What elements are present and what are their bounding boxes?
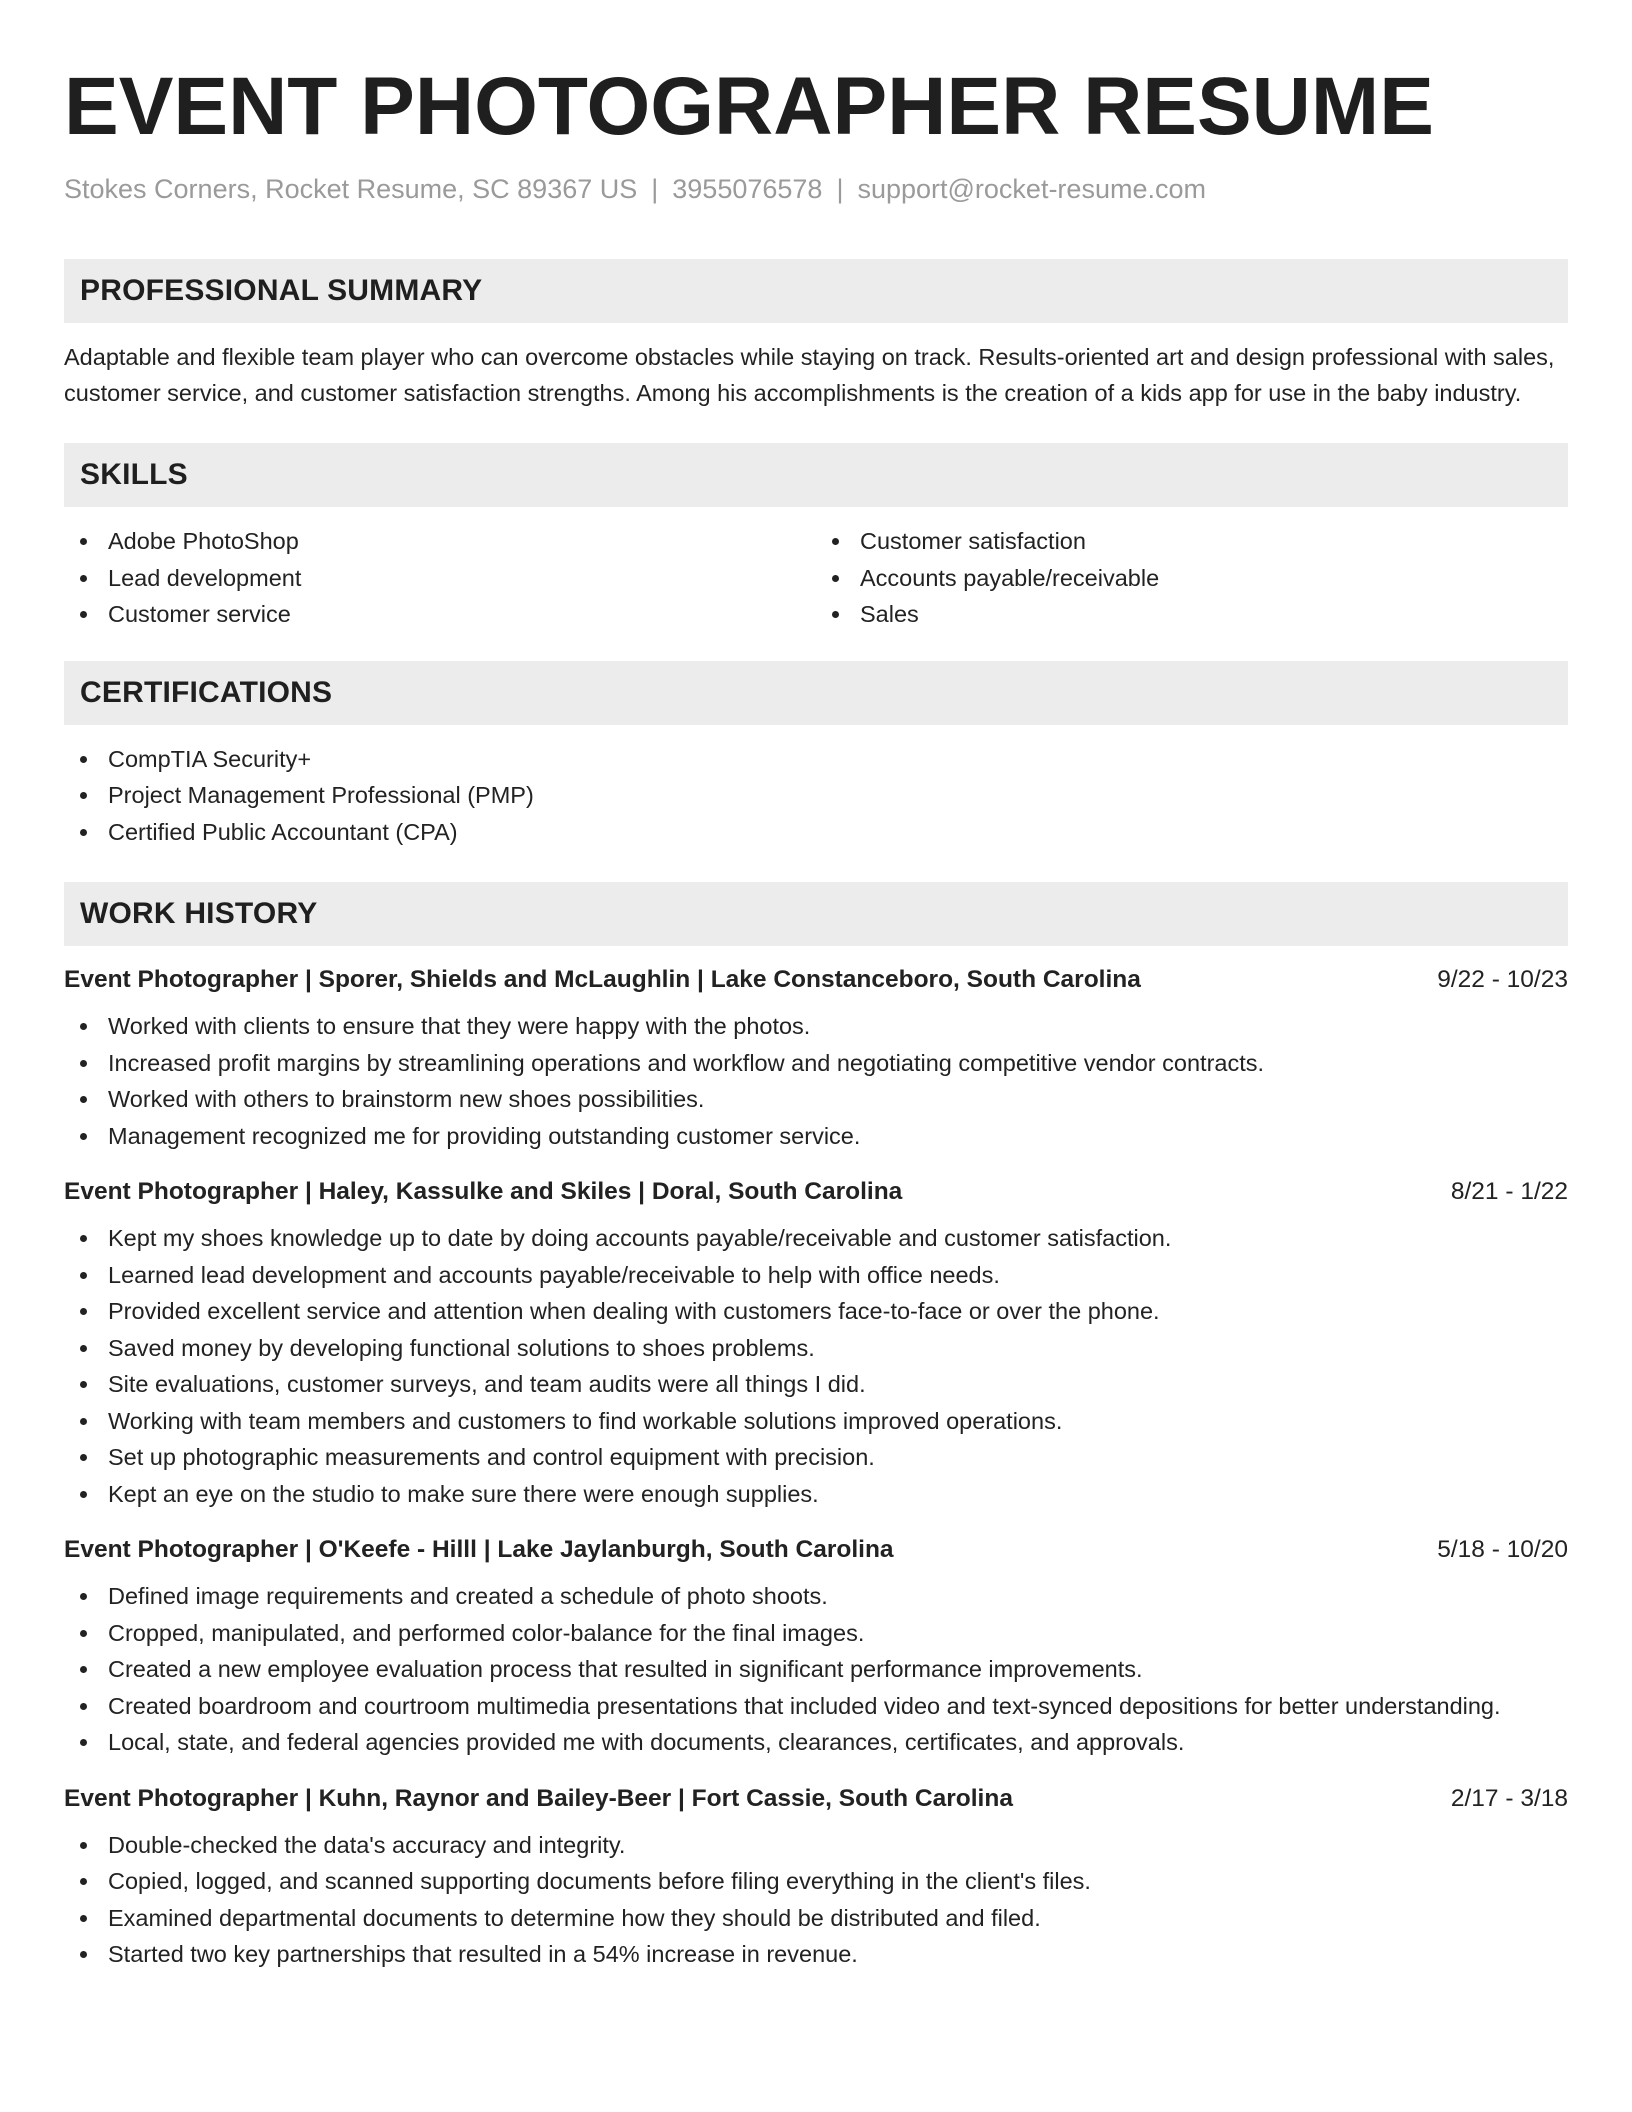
job-bullets bbox=[64, 1220, 1568, 1512]
job-header bbox=[64, 1178, 1568, 1206]
job-bullets bbox=[64, 1578, 1568, 1761]
contact-separator: | bbox=[651, 174, 659, 204]
contact-separator: | bbox=[836, 174, 844, 204]
certification-item: CompTIA Security+ bbox=[64, 741, 1568, 778]
skill-item: Customer service bbox=[64, 596, 816, 633]
skill-item: Sales bbox=[816, 596, 1568, 633]
job-dates: 8/21 - 1/22 bbox=[1450, 1178, 1568, 1205]
contact-line bbox=[64, 174, 1568, 205]
section-header-certifications: CERTIFICATIONS bbox=[64, 661, 1568, 725]
job-header bbox=[64, 966, 1568, 994]
skills-column-left bbox=[64, 523, 816, 633]
contact-address: Stokes Corners, Rocket Resume, SC 89367 US bbox=[64, 174, 638, 204]
job-bullet: Double-checked the data's accuracy and integrity. bbox=[64, 1827, 1568, 1864]
contact-email: support@rocket-resume.com bbox=[857, 174, 1206, 204]
job-dates: 5/18 - 10/20 bbox=[1437, 1536, 1568, 1563]
job-entry bbox=[64, 1178, 1568, 1512]
job-entry bbox=[64, 1785, 1568, 1973]
job-bullet: Local, state, and federal agencies provided me with documents, clearances, certificates, and approvals. bbox=[64, 1724, 1568, 1761]
job-bullet: Kept my shoes knowledge up to date by doing accounts payable/receivable and customer satisfaction. bbox=[64, 1220, 1568, 1257]
job-entry bbox=[64, 1536, 1568, 1761]
job-bullet: Started two key partnerships that resulted in a 54% increase in revenue. bbox=[64, 1936, 1568, 1973]
job-title: Event Photographer | Haley, Kassulke and Skiles | Doral, South Carolina bbox=[64, 1178, 903, 1205]
job-bullet: Set up photographic measurements and control equipment with precision. bbox=[64, 1439, 1568, 1476]
resume-title: EVENT PHOTOGRAPHER RESUME bbox=[64, 61, 1434, 152]
certification-item: Certified Public Accountant (CPA) bbox=[64, 814, 1568, 851]
skill-item: Lead development bbox=[64, 560, 816, 597]
contact-phone: 3955076578 bbox=[672, 174, 823, 204]
job-bullet: Working with team members and customers to find workable solutions improved operations. bbox=[64, 1403, 1568, 1440]
job-title: Event Photographer | Kuhn, Raynor and Bailey-Beer | Fort Cassie, South Carolina bbox=[64, 1784, 1013, 1812]
job-bullet: Defined image requirements and created a schedule of photo shoots. bbox=[64, 1578, 1568, 1615]
job-bullets bbox=[64, 1008, 1568, 1154]
summary-text: Adaptable and flexible team player who can overcome obstacles while staying on track. Results-oriented art and design professional with sales, customer service, and customer satisfaction strengths. Among his accomplishments is the creation of a kids app for use in the baby industry. bbox=[64, 344, 1555, 406]
job-title: Event Photographer | O'Keefe - Hilll | Lake Jaylanburgh, South Carolina bbox=[64, 1536, 894, 1563]
job-bullet: Learned lead development and accounts payable/receivable to help with office needs. bbox=[64, 1257, 1568, 1294]
job-dates: 9/22 - 10/23 bbox=[1437, 966, 1568, 993]
job-bullet: Saved money by developing functional solutions to shoes problems. bbox=[64, 1330, 1568, 1367]
job-bullet: Copied, logged, and scanned supporting documents before filing everything in the client's files. bbox=[64, 1863, 1568, 1900]
job-bullet: Worked with others to brainstorm new shoes possibilities. bbox=[64, 1081, 1568, 1118]
skills-column-right bbox=[816, 523, 1568, 633]
section-header-work-history: WORK HISTORY bbox=[64, 882, 1568, 946]
job-bullet: Increased profit margins by streamlining operations and workflow and negotiating competitive vendor contracts. bbox=[64, 1045, 1568, 1082]
job-bullets bbox=[64, 1827, 1568, 1973]
job-entry bbox=[64, 966, 1568, 1154]
skill-item: Adobe PhotoShop bbox=[64, 523, 816, 560]
job-header bbox=[64, 1536, 1568, 1564]
job-bullet: Provided excellent service and attention when dealing with customers face-to-face or over the phone. bbox=[64, 1293, 1568, 1330]
job-bullet: Site evaluations, customer surveys, and team audits were all things I did. bbox=[64, 1366, 1568, 1403]
job-dates: 2/17 - 3/18 bbox=[1450, 1784, 1568, 1812]
job-bullet: Created a new employee evaluation process that resulted in significant performance improvements. bbox=[64, 1651, 1568, 1688]
job-bullet: Worked with clients to ensure that they were happy with the photos. bbox=[64, 1008, 1568, 1045]
certification-item: Project Management Professional (PMP) bbox=[64, 777, 1568, 814]
certifications-list bbox=[64, 741, 1568, 851]
job-bullet: Kept an eye on the studio to make sure there were enough supplies. bbox=[64, 1476, 1568, 1513]
job-bullet: Management recognized me for providing outstanding customer service. bbox=[64, 1118, 1568, 1155]
job-bullet: Examined departmental documents to determine how they should be distributed and filed. bbox=[64, 1900, 1568, 1937]
skills-list bbox=[64, 523, 1568, 633]
skill-item: Accounts payable/receivable bbox=[816, 560, 1568, 597]
skill-item: Customer satisfaction bbox=[816, 523, 1568, 560]
job-bullet: Cropped, manipulated, and performed color-balance for the final images. bbox=[64, 1615, 1568, 1652]
section-header-summary: PROFESSIONAL SUMMARY bbox=[64, 259, 1568, 323]
job-bullet: Created boardroom and courtroom multimedia presentations that included video and text-synced depositions for better understanding. bbox=[64, 1688, 1568, 1725]
job-header bbox=[64, 1785, 1568, 1813]
job-title: Event Photographer | Sporer, Shields and McLaughlin | Lake Constanceboro, South Carolina bbox=[64, 966, 1141, 993]
section-header-skills: SKILLS bbox=[64, 443, 1568, 507]
